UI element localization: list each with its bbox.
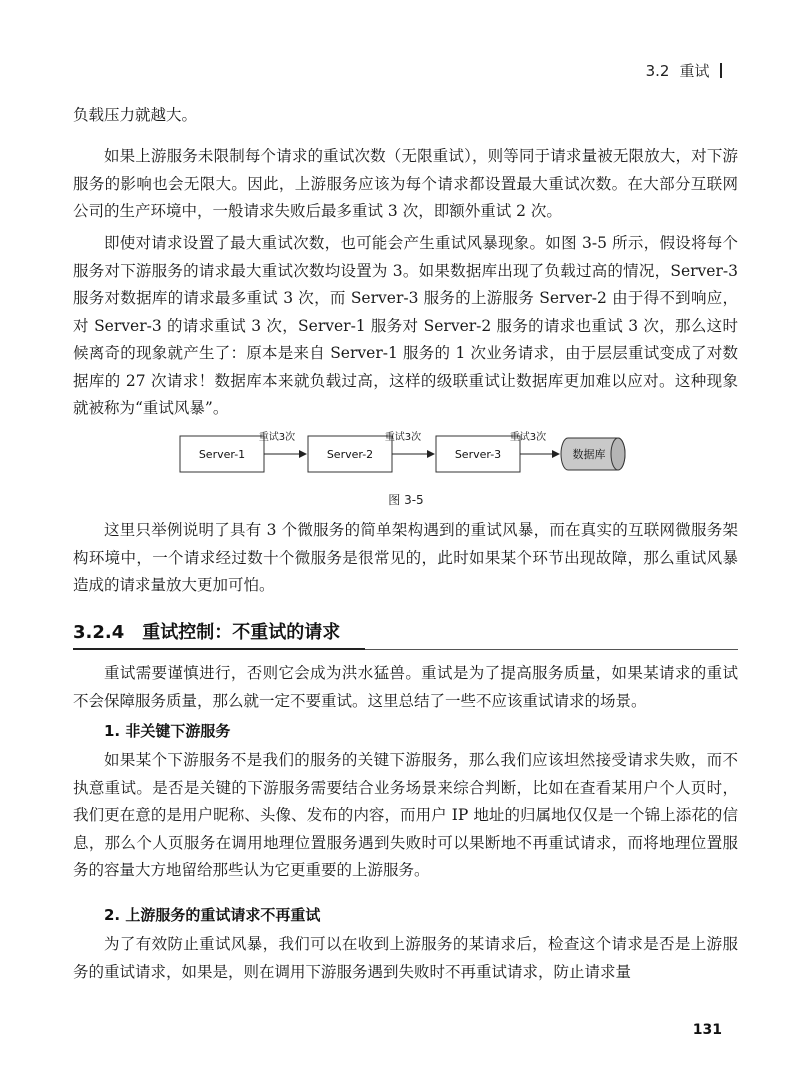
section-heading bbox=[73, 618, 340, 644]
running-head-bar bbox=[720, 63, 723, 78]
paragraph-max-retries: 如果上游服务未限制每个请求的重试次数（无限重试），则等同于请求量被无限放大，对下游服务的影响也会无限大。因此，上游服务应该为每个请求都设置最大重试次数。在大部分互联网公司的生产环境中，一般请求失败后最多重试 3 次，即额外重试 2 次。 bbox=[73, 147, 738, 220]
database-node bbox=[561, 438, 625, 470]
paragraph-continuation: 负载压力就越大。 bbox=[73, 106, 198, 124]
section-rule-thin bbox=[365, 649, 738, 650]
running-head-section-number: 3.2 bbox=[645, 61, 670, 80]
figure-caption: 图 3-5 bbox=[388, 493, 424, 507]
section-rule-thick bbox=[73, 648, 365, 650]
server-2-node bbox=[308, 436, 392, 472]
paragraph-non-critical-downstream: 如果某个下游服务不是我们的服务的关键下游服务，那么我们应该坦然接受请求失败，而不执意重试。是否是关键的下游服务需要结合业务场景来综合判断，比如在查看某用户个人页时，我们更在意的是用户昵称、头像、发布的内容，而用户 IP 地址的归属地仅仅是一个锦上添花的信息，那么个人页服务在调用地理位置服务遇到失败时可以果断地不再重试请求，而将地理位置服务的容量大方地留给那些认为它更重要的上游服务。 bbox=[73, 751, 738, 879]
server-1-node bbox=[180, 436, 264, 472]
paragraph-retry-caution: 重试需要谨慎进行，否则它会成为洪水猛兽。重试是为了提高服务质量，如果某请求的重试不会保障服务质量，那么就一定不要重试。这里总结了一些不应该重试请求的场景。 bbox=[73, 664, 738, 710]
server-2-label: Server-2 bbox=[326, 448, 374, 461]
edge-3-label: 重试3次 bbox=[509, 432, 547, 443]
running-head bbox=[646, 60, 722, 81]
server-3-node bbox=[436, 436, 520, 472]
subheading-non-critical-downstream: 1. 非关键下游服务 bbox=[104, 722, 231, 740]
running-head-section-title: 重试 bbox=[679, 62, 710, 80]
page-number: 131 bbox=[692, 1022, 722, 1038]
paragraph-no-retry-on-retry: 为了有效防止重试风暴，我们可以在收到上游服务的某请求后，检查这个请求是否是上游服务的重试请求，如果是，则在调用下游服务遇到失败时不再重试请求，防止请求量 bbox=[73, 935, 738, 981]
edge-1 bbox=[259, 430, 306, 454]
section-title: 重试控制：不重试的请求 bbox=[142, 622, 341, 643]
edge-2-label: 重试3次 bbox=[384, 432, 422, 443]
server-3-label: Server-3 bbox=[454, 448, 502, 461]
server-1-label: Server-1 bbox=[198, 448, 246, 461]
edge-1-label: 重试3次 bbox=[258, 432, 296, 443]
retry-storm-diagram bbox=[170, 424, 640, 488]
paragraph-retry-storm: 即使对请求设置了最大重试次数，也可能会产生重试风暴现象。如图 3-5 所示，假设将每个服务对下游服务的请求最大重试次数均设置为 3。如果数据库出现了负载过高的情况，Server-3 服务对数据库的请求最多重试 3 次，而 Server-3 服务的上游服务 Server-2 由于得不到响应，对 Server-3 的请求重试 3 次，Server-1 服务对 Server-2 服务的请求也重试 3 次，那么这时候离奇的现象就产生了：原本是来自 Server-1 服务的 1 次业务请求，由于层层重试变成了对数据库的 27 次请求！数据库本来就负载过高，这样的级联重试让数据库更加难以应对。这种现象就被称为“重试风暴”。 bbox=[73, 234, 738, 417]
database-label: 数据库 bbox=[572, 448, 606, 461]
section-number: 3.2.4 bbox=[73, 622, 125, 643]
subheading-no-retry-on-retry: 2. 上游服务的重试请求不再重试 bbox=[104, 906, 321, 924]
paragraph-retry-storm-example: 这里只举例说明了具有 3 个微服务的简单架构遇到的重试风暴，而在真实的互联网微服务架构环境中，一个请求经过数十个微服务是很常见的，此时如果某个环节出现故障，那么重试风暴造成的请求量放大更加可怕。 bbox=[73, 521, 738, 594]
